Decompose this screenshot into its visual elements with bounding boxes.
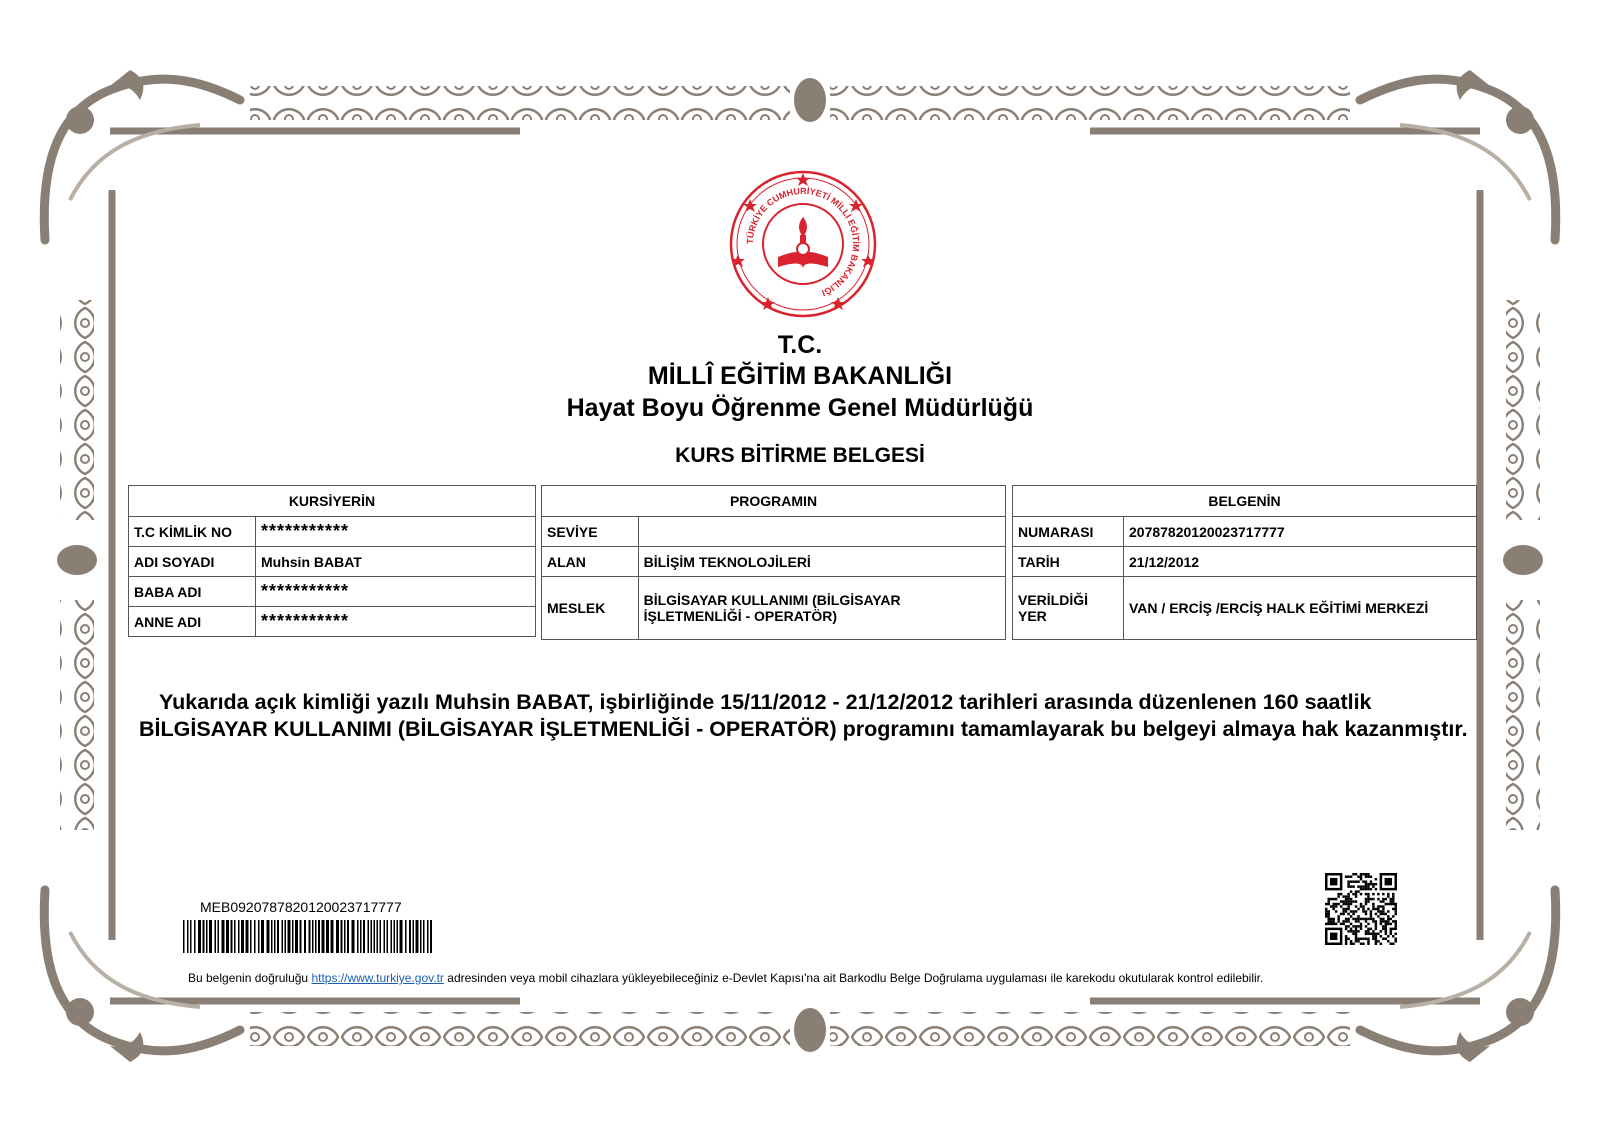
issue-place-label: VERİLDİĞİ YER <box>1013 577 1124 640</box>
program-table-title: PROGRAMIN <box>542 486 1006 517</box>
certificate-table <box>1012 485 1477 640</box>
mother-name-value: *********** <box>256 607 536 637</box>
father-name-value: *********** <box>256 577 536 607</box>
ministry-seal-icon <box>728 169 878 319</box>
barcode-icon <box>183 920 435 953</box>
certificate-date-label: TARİH <box>1013 547 1124 577</box>
header-directorate: Hayat Boyu Öğrenme Genel Müdürlüğü <box>566 394 1034 422</box>
header-tc: T.C. <box>777 331 823 359</box>
qr-code-icon <box>1325 873 1397 945</box>
mother-name-label: ANNE ADI <box>129 607 256 637</box>
trainee-name-value: Muhsin BABAT <box>256 547 536 577</box>
certificate-number-label: NUMARASI <box>1013 517 1124 547</box>
document-title: KURS BİTİRME BELGESİ <box>675 444 925 467</box>
verification-link[interactable]: https://www.turkiye.gov.tr <box>311 971 444 985</box>
verification-note <box>188 971 1263 985</box>
level-value <box>638 517 1005 547</box>
certificate-statement <box>139 689 1479 742</box>
trainee-id-label: T.C KİMLİK NO <box>129 517 256 547</box>
level-label: SEVİYE <box>542 517 639 547</box>
certificate-number-value: 20787820120023717777 <box>1124 517 1477 547</box>
certificate-date-value: 21/12/2012 <box>1124 547 1477 577</box>
trainee-table <box>128 485 536 637</box>
trainee-table-title: KURSİYERİN <box>129 486 536 517</box>
trainee-name-label: ADI SOYADI <box>129 547 256 577</box>
verification-text-after: adresinden veya mobil cihazlara yükleyebileceğiniz e-Devlet Kapısı'na ait Barkodlu Belge Doğrulama uygulaması ile karekodu okutularak kontrol edilebilir. <box>443 971 1264 985</box>
svg-text:TÜRKİYE CUMHURİYETİ MİLLİ EĞİT: TÜRKİYE CUMHURİYETİ MİLLİ EĞİTİM BAKANLIĞI <box>744 185 862 299</box>
header-ministry: MİLLÎ EĞİTİM BAKANLIĞI <box>647 362 953 390</box>
statement-lead: Yukarıda açık kimliği yazılı Muhsin BABAT, işbirliğinde 15/11/2012 - 21/12/2012 tarihleri arasında düzenlenen 160 <box>159 690 1299 714</box>
certificate-table-title: BELGENİN <box>1013 486 1477 517</box>
barcode-number: MEB0920787820120023717777 <box>200 899 402 915</box>
statement-rest: saatlik BİLGİSAYAR KULLANIMI (BİLGİSAYAR İŞLETMENLİĞİ - OPERATÖR) programını tamamlayarak bu belgeyi almaya hak kazanmıştır. <box>139 690 1468 741</box>
field-value: BİLİŞİM TEKNOLOJİLERİ <box>638 547 1005 577</box>
field-label: ALAN <box>542 547 639 577</box>
issue-place-value: VAN / ERCİŞ /ERCİŞ HALK EĞİTİMİ MERKEZİ <box>1124 577 1477 640</box>
verification-text-before: Bu belgenin doğruluğu <box>188 971 312 985</box>
profession-value: BİLGİSAYAR KULLANIMI (BİLGİSAYAR İŞLETMENLİĞİ - OPERATÖR) <box>638 577 1005 640</box>
trainee-id-value: *********** <box>256 517 536 547</box>
father-name-label: BABA ADI <box>129 577 256 607</box>
program-table <box>541 485 1006 640</box>
profession-label: MESLEK <box>542 577 639 640</box>
